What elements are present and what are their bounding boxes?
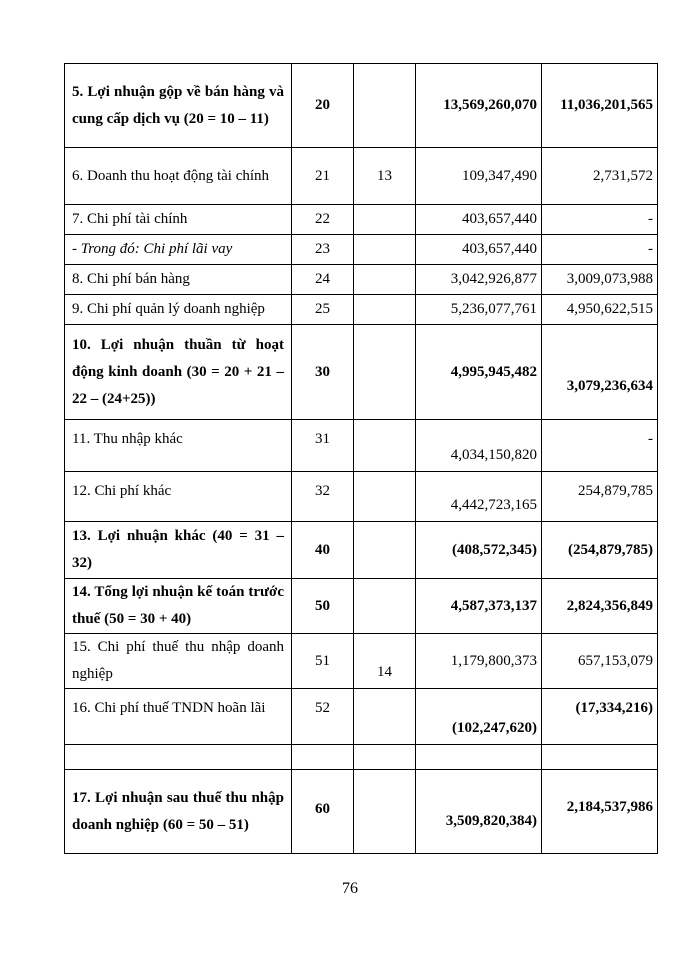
- row-previous-year: -: [542, 235, 658, 265]
- row-note: 14: [354, 634, 416, 689]
- row-label: [65, 745, 292, 770]
- row-code: [292, 745, 354, 770]
- row-current-year: 3,509,820,384): [416, 770, 542, 854]
- row-current-year: 4,034,150,820: [416, 420, 542, 472]
- row-code: 50: [292, 579, 354, 634]
- row-current-year: 5,236,077,761: [416, 295, 542, 325]
- table-row: [65, 64, 658, 148]
- table-row: [65, 295, 658, 325]
- income-statement-table: [64, 63, 658, 854]
- table-row: [65, 579, 658, 634]
- table-row: [65, 265, 658, 295]
- row-previous-year: 3,079,236,634: [542, 325, 658, 420]
- row-current-year: 3,042,926,877: [416, 265, 542, 295]
- row-code: 21: [292, 148, 354, 205]
- row-previous-year: 2,824,356,849: [542, 579, 658, 634]
- row-code: 25: [292, 295, 354, 325]
- row-previous-year: [542, 745, 658, 770]
- row-code: 30: [292, 325, 354, 420]
- row-note: [354, 745, 416, 770]
- row-code: 20: [292, 64, 354, 148]
- row-label: 15. Chi phí thuế thu nhập doanh nghiệp: [65, 634, 292, 689]
- table-row: [65, 472, 658, 522]
- row-label: 7. Chi phí tài chính: [65, 205, 292, 235]
- row-current-year: 403,657,440: [416, 205, 542, 235]
- table-row: [65, 634, 658, 689]
- row-note: [354, 265, 416, 295]
- row-label: 14. Tổng lợi nhuận kế toán trước thuế (50 = 30 + 40): [65, 579, 292, 634]
- row-label: 16. Chi phí thuế TNDN hoãn lãi: [65, 689, 292, 745]
- row-label: 13. Lợi nhuận khác (40 = 31 – 32): [65, 522, 292, 579]
- row-label: 10. Lợi nhuận thuần từ hoạt động kinh doanh (30 = 20 + 21 – 22 – (24+25)): [65, 325, 292, 420]
- row-previous-year: 2,731,572: [542, 148, 658, 205]
- table-row-empty: [65, 745, 658, 770]
- row-note: [354, 522, 416, 579]
- table-row: [65, 420, 658, 472]
- row-code: 32: [292, 472, 354, 522]
- row-label: 11. Thu nhập khác: [65, 420, 292, 472]
- row-note: [354, 689, 416, 745]
- row-current-year: [416, 745, 542, 770]
- row-label: 8. Chi phí bán hàng: [65, 265, 292, 295]
- row-current-year: (102,247,620): [416, 689, 542, 745]
- row-label: 6. Doanh thu hoạt động tài chính: [65, 148, 292, 205]
- row-note: [354, 235, 416, 265]
- row-note: [354, 325, 416, 420]
- row-note: [354, 472, 416, 522]
- row-current-year: 403,657,440: [416, 235, 542, 265]
- row-code: 60: [292, 770, 354, 854]
- row-note: [354, 420, 416, 472]
- row-previous-year: 254,879,785: [542, 472, 658, 522]
- row-label: 9. Chi phí quản lý doanh nghiệp: [65, 295, 292, 325]
- row-note: [354, 770, 416, 854]
- row-previous-year: 4,950,622,515: [542, 295, 658, 325]
- row-previous-year: 657,153,079: [542, 634, 658, 689]
- table-row: [65, 689, 658, 745]
- table-row: [65, 770, 658, 854]
- row-current-year: 1,179,800,373: [416, 634, 542, 689]
- table-row: [65, 148, 658, 205]
- row-current-year: 13,569,260,070: [416, 64, 542, 148]
- row-label: - Trong đó: Chi phí lãi vay: [65, 235, 292, 265]
- row-code: 52: [292, 689, 354, 745]
- row-label: 12. Chi phí khác: [65, 472, 292, 522]
- table-row: [65, 235, 658, 265]
- row-current-year: 4,442,723,165: [416, 472, 542, 522]
- row-previous-year: 2,184,537,986: [542, 770, 658, 854]
- row-previous-year: 3,009,073,988: [542, 265, 658, 295]
- row-previous-year: (254,879,785): [542, 522, 658, 579]
- row-code: 24: [292, 265, 354, 295]
- page-number: 76: [342, 880, 358, 897]
- row-current-year: 4,587,373,137: [416, 579, 542, 634]
- row-code: 51: [292, 634, 354, 689]
- row-note: 13: [354, 148, 416, 205]
- row-previous-year: -: [542, 420, 658, 472]
- row-current-year: 109,347,490: [416, 148, 542, 205]
- row-current-year: (408,572,345): [416, 522, 542, 579]
- row-previous-year: (17,334,216): [542, 689, 658, 745]
- table-row: [65, 205, 658, 235]
- row-code: 22: [292, 205, 354, 235]
- table-row: [65, 325, 658, 420]
- row-note: [354, 64, 416, 148]
- row-label: 5. Lợi nhuận gộp về bán hàng và cung cấp dịch vụ (20 = 10 – 11): [65, 64, 292, 148]
- row-code: 31: [292, 420, 354, 472]
- table-row: [65, 522, 658, 579]
- row-note: [354, 579, 416, 634]
- row-note: [354, 205, 416, 235]
- row-label: 17. Lợi nhuận sau thuế thu nhập doanh nghiệp (60 = 50 – 51): [65, 770, 292, 854]
- row-code: 23: [292, 235, 354, 265]
- row-code: 40: [292, 522, 354, 579]
- row-previous-year: -: [542, 205, 658, 235]
- row-note: [354, 295, 416, 325]
- row-previous-year: 11,036,201,565: [542, 64, 658, 148]
- row-current-year: 4,995,945,482: [416, 325, 542, 420]
